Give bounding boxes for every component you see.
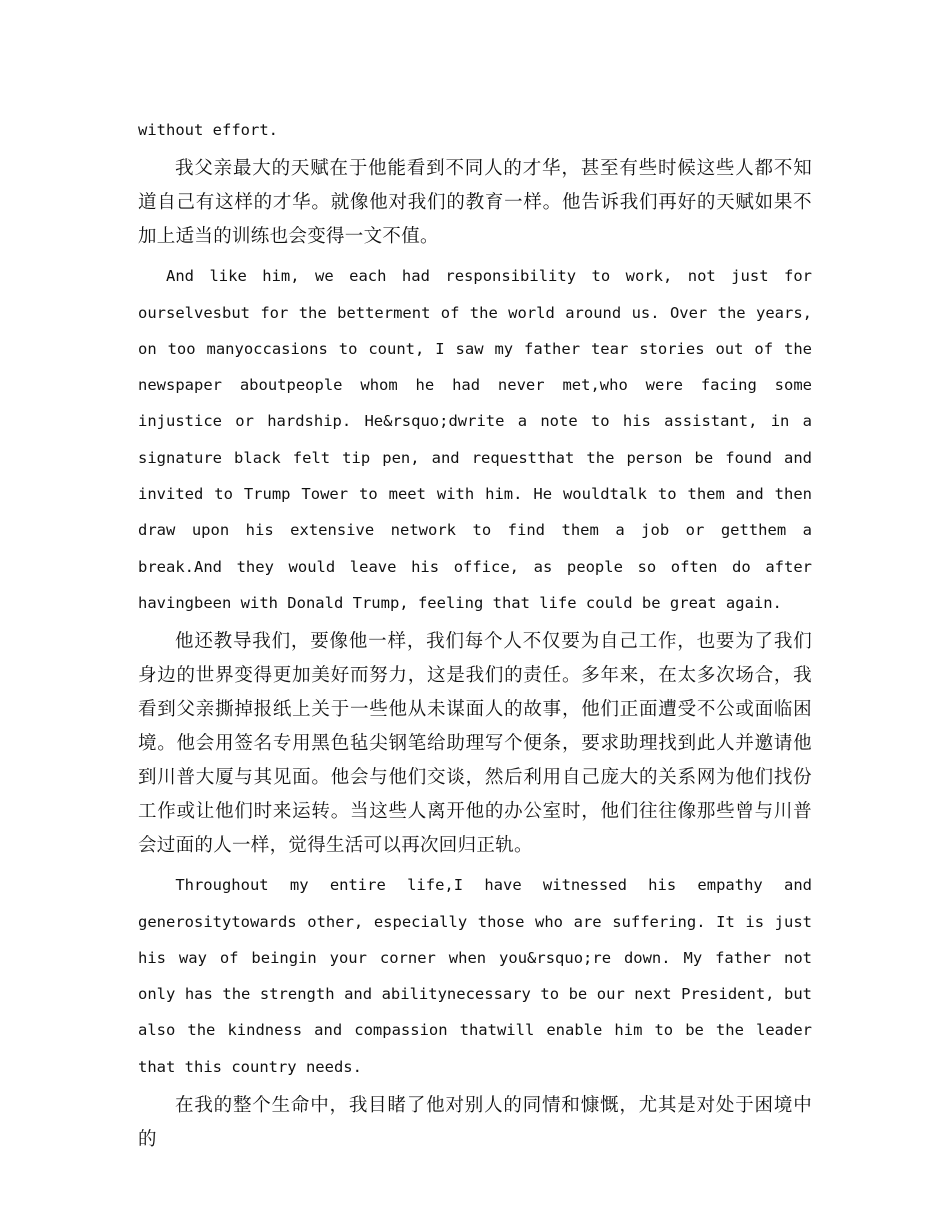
paragraph-cn-empathy: 在我的整个生命中，我目睹了他对别人的同情和慷慨，尤其是对处于困境中的 [138,1095,812,1151]
paragraph-cn-responsibility: 他还教导我们，要像他一样，我们每个人不仅要为自己工作，也要为了我们身边的世界变得更加美好而努力，这是我们的责任。多年来，在太多次场合，我看到父亲撕掉报纸上关于一些他从未谋面人的故事，他们正面遭受不公或面临困境。他会用签名专用黑色毡尖钢笔给助理写个便条，要求助理找到此人并邀请他到川普大厦与其见面。他会与他们交谈，然后利用自己庞大的关系网为他们找份工作或让他们时来运转。当这些人离开他的办公室时，他们往往像那些曾与川普会过面的人一样，觉得生活可以再次回归正轨。 [138,631,812,857]
paragraph-en-continuation: without effort. [138,121,278,139]
paragraph-en-empathy: Throughout my entire life,I have witnessed his empathy and generositytowards other, especially those who are suffering. It is just his way of beingin your corner when you&rsquo;re down. My father not only has the strength and abilitynecessary to be our next President, but also the kindness and compassion thatwill enable him to be the leader that this country needs. [138,876,812,1076]
paragraph-cn-talent: 我父亲最大的天赋在于他能看到不同人的才华，甚至有些时候这些人都不知道自己有这样的才华。就像他对我们的教育一样。他告诉我们再好的天赋如果不加上适当的训练也会变得一文不值。 [138,158,812,248]
document-page [138,112,812,1161]
paragraph-en-responsibility: And like him, we each had responsibility to work, not just for ourselvesbut for the betterment of the world around us. Over the years, on too manyoccasions to count, I saw my father tear stories out of the newspaper aboutpeople whom he had never met,who were facing some injustice or hardship. He&rsquo;dwrite a note to his assistant, in a signature black felt tip pen, and requestthat the person be found and invited to Trump Tower to meet with him. He wouldtalk to them and then draw upon his extensive network to find them a job or getthem a break.And they would leave his office, as people so often do after havingbeen with Donald Trump, feeling that life could be great again. [138,267,812,612]
